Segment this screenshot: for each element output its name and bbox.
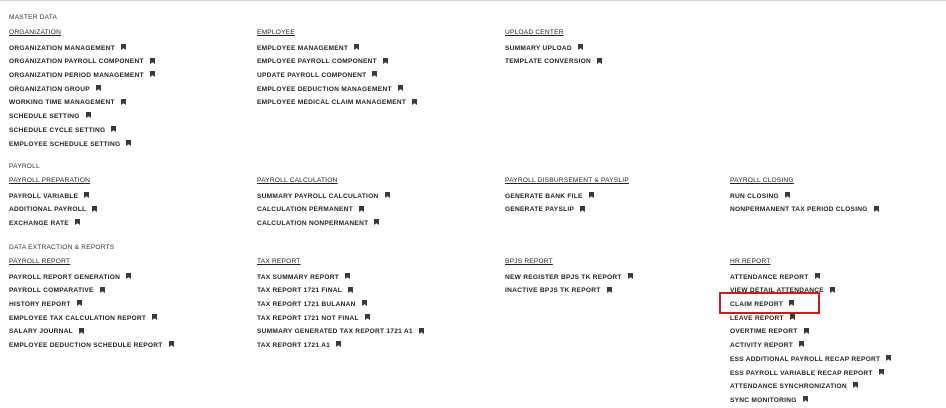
bookmark-icon[interactable]: [799, 341, 804, 347]
menu-item-generate-bank-file[interactable]: [505, 190, 725, 204]
section-title-data-extraction: DATA EXTRACTION & REPORTS: [9, 244, 115, 251]
menu-item-label: SCHEDULE SETTING: [9, 113, 80, 121]
bookmark-icon[interactable]: [419, 328, 424, 334]
bookmark-icon[interactable]: [785, 192, 790, 198]
menu-item-tax-report-1721-not-final[interactable]: [257, 312, 477, 326]
bookmark-icon[interactable]: [589, 192, 594, 198]
menu-item-label: ESS ADDITIONAL PAYROLL RECAP REPORT: [730, 355, 881, 363]
menu-item-exchange-rate[interactable]: [9, 217, 229, 231]
bookmark-icon[interactable]: [126, 140, 131, 146]
menu-item-label: ATTENDANCE SYNCHRONIZATION: [730, 383, 847, 391]
menu-item-schedule-cycle-setting[interactable]: [9, 124, 229, 138]
menu-item-label: TAX REPORT 1721 A1: [257, 342, 331, 350]
menu-item-tax-report-1721-a1[interactable]: [257, 339, 477, 353]
bookmark-icon[interactable]: [804, 328, 809, 334]
bookmark-icon[interactable]: [830, 287, 835, 293]
bookmark-icon[interactable]: [77, 300, 82, 306]
bookmark-icon[interactable]: [815, 273, 820, 279]
menu-item-payroll-variable[interactable]: [9, 190, 229, 204]
bookmark-icon[interactable]: [789, 300, 794, 306]
menu-item-label: TAX REPORT 1721 NOT FINAL: [257, 314, 359, 322]
bookmark-icon[interactable]: [84, 192, 89, 198]
menu-item-calculation-nonpermanent[interactable]: [257, 217, 477, 231]
menu-item-label: SUMMARY PAYROLL CALCULATION: [257, 192, 379, 200]
menu-item-employee-deduction-management[interactable]: [257, 83, 477, 97]
bookmark-icon[interactable]: [597, 58, 602, 64]
menu-item-employee-management[interactable]: [257, 42, 477, 56]
bookmark-icon[interactable]: [412, 99, 417, 105]
bookmark-icon[interactable]: [169, 341, 174, 347]
group-organization: [9, 28, 229, 151]
group-heading-payroll-closing[interactable]: PAYROLL CLOSING: [730, 177, 794, 184]
group-payroll-preparation: [9, 176, 229, 231]
top-divider: [0, 0, 946, 1]
bookmark-icon[interactable]: [879, 369, 884, 375]
menu-item-organization-group[interactable]: [9, 83, 229, 97]
bookmark-icon[interactable]: [121, 99, 126, 105]
menu-item-label: NONPERMANENT TAX PERIOD CLOSING: [730, 206, 868, 214]
menu-item-organization-payroll-component[interactable]: [9, 55, 229, 69]
group-heading-employee[interactable]: EMPLOYEE: [257, 29, 295, 36]
group-heading-tax-report[interactable]: TAX REPORT: [257, 258, 301, 265]
menu-item-tax-report-1721-final[interactable]: [257, 284, 477, 298]
bookmark-icon[interactable]: [152, 314, 157, 320]
group-employee: [257, 28, 477, 110]
bookmark-icon[interactable]: [96, 85, 101, 91]
menu-item-ess-payroll-variable-recap-report[interactable]: [730, 367, 946, 381]
menu-item-label: EMPLOYEE PAYROLL COMPONENT: [257, 58, 377, 66]
menu-item-label: EMPLOYEE DEDUCTION SCHEDULE REPORT: [9, 342, 163, 350]
menu-item-label: RUN CLOSING: [730, 192, 779, 200]
group-payroll-closing: [730, 176, 946, 217]
menu-item-calculation-permanent[interactable]: [257, 203, 477, 217]
bookmark-icon[interactable]: [359, 206, 364, 212]
bookmark-icon[interactable]: [803, 396, 808, 402]
menu-item-label: EMPLOYEE SCHEDULE SETTING: [9, 140, 121, 148]
menu-item-label: CALCULATION PERMANENT: [257, 206, 353, 214]
menu-item-summary-generated-tax-report-1721-a1[interactable]: [257, 325, 477, 339]
menu-item-label: ORGANIZATION PAYROLL COMPONENT: [9, 58, 144, 66]
menu-item-attendance-synchronization[interactable]: [730, 380, 946, 394]
bookmark-icon[interactable]: [354, 44, 359, 50]
group-payroll-report: [9, 257, 229, 353]
menu-item-template-conversion[interactable]: [505, 55, 725, 69]
menu-item-label: TAX SUMMARY REPORT: [257, 273, 340, 281]
bookmark-icon[interactable]: [362, 300, 367, 306]
bookmark-icon[interactable]: [92, 206, 97, 212]
menu-item-label: GENERATE PAYSLIP: [505, 206, 575, 214]
group-payroll-disbursement: [505, 176, 725, 217]
section-title-payroll: PAYROLL: [9, 163, 40, 170]
group-heading-upload-center[interactable]: UPLOAD CENTER: [505, 29, 564, 36]
menu-item-label: OVERTIME REPORT: [730, 328, 798, 336]
bookmark-icon[interactable]: [383, 58, 388, 64]
menu-item-label: EMPLOYEE MANAGEMENT: [257, 44, 349, 52]
menu-item-label: PAYROLL VARIABLE: [9, 192, 79, 200]
bookmark-icon[interactable]: [150, 58, 155, 64]
bookmark-icon[interactable]: [607, 287, 612, 293]
menu-item-employee-tax-calculation-report[interactable]: [9, 312, 229, 326]
bookmark-icon[interactable]: [580, 206, 585, 212]
menu-item-activity-report[interactable]: [730, 339, 946, 353]
group-heading-organization[interactable]: ORGANIZATION: [9, 29, 62, 36]
menu-item-tax-report-1721-bulanan[interactable]: [257, 298, 477, 312]
bookmark-icon[interactable]: [398, 85, 403, 91]
menu-item-label: GENERATE BANK FILE: [505, 192, 583, 200]
bookmark-icon[interactable]: [336, 341, 341, 347]
menu-item-working-time-management[interactable]: [9, 96, 229, 110]
menu-item-label: SALARY JOURNAL: [9, 328, 73, 336]
bookmark-icon[interactable]: [348, 287, 353, 293]
menu-item-label: ACTIVITY REPORT: [730, 342, 793, 350]
menu-item-history-report[interactable]: [9, 298, 229, 312]
menu-item-label: ADDITIONAL PAYROLL: [9, 206, 87, 214]
menu-item-label: EXCHANGE RATE: [9, 220, 69, 228]
menu-item-label: CLAIM REPORT: [730, 301, 784, 309]
menu-item-label: ATTENDANCE REPORT: [730, 273, 809, 281]
menu-item-employee-schedule-setting[interactable]: [9, 138, 229, 152]
menu-item-summary-upload[interactable]: [505, 42, 725, 56]
menu-item-organization-management[interactable]: [9, 42, 229, 56]
menu-item-label: SCHEDULE CYCLE SETTING: [9, 126, 106, 134]
menu-item-nonpermanent-tax-period-closing[interactable]: [730, 203, 946, 217]
bookmark-icon[interactable]: [111, 126, 116, 132]
menu-item-update-payroll-component[interactable]: [257, 69, 477, 83]
menu-item-additional-payroll[interactable]: [9, 203, 229, 217]
group-bpjs-report: [505, 257, 725, 298]
menu-item-tax-summary-report[interactable]: [257, 271, 477, 285]
menu-item-label: SYNC MONITORING: [730, 396, 797, 404]
menu-item-label: TAX REPORT 1721 BULANAN: [257, 301, 356, 309]
menu-item-summary-payroll-calculation[interactable]: [257, 190, 477, 204]
menu-item-attendance-report[interactable]: [730, 271, 946, 285]
menu-item-leave-report[interactable]: [730, 312, 946, 326]
menu-item-inactive-bpjs-tk-report[interactable]: [505, 284, 725, 298]
menu-item-label: EMPLOYEE MEDICAL CLAIM MANAGEMENT: [257, 99, 407, 107]
bookmark-icon[interactable]: [874, 206, 879, 212]
menu-item-label: WORKING TIME MANAGEMENT: [9, 99, 115, 107]
menu-item-run-closing[interactable]: [730, 190, 946, 204]
menu-item-claim-report[interactable]: [730, 298, 946, 312]
bookmark-icon[interactable]: [100, 287, 105, 293]
menu-item-employee-payroll-component[interactable]: [257, 55, 477, 69]
menu-item-label: EMPLOYEE DEDUCTION MANAGEMENT: [257, 85, 392, 93]
menu-item-label: ORGANIZATION PERIOD MANAGEMENT: [9, 72, 144, 80]
menu-item-label: LEAVE REPORT: [730, 314, 784, 322]
menu-item-label: CALCULATION NONPERMANENT: [257, 220, 369, 228]
bookmark-icon[interactable]: [86, 112, 91, 118]
menu-item-label: ORGANIZATION MANAGEMENT: [9, 44, 115, 52]
bookmark-icon[interactable]: [372, 71, 377, 77]
menu-item-label: INACTIVE BPJS TK REPORT: [505, 287, 601, 295]
group-heading-hr-report[interactable]: HR REPORT: [730, 258, 771, 265]
bookmark-icon[interactable]: [345, 273, 350, 279]
bookmark-icon[interactable]: [853, 382, 858, 388]
menu-item-new-register-bpjs-tk-report[interactable]: [505, 271, 725, 285]
menu-item-label: ORGANIZATION GROUP: [9, 85, 90, 93]
menu-item-label: HISTORY REPORT: [9, 301, 71, 309]
menu-item-organization-period-management[interactable]: [9, 69, 229, 83]
group-heading-bpjs-report[interactable]: BPJS REPORT: [505, 258, 553, 265]
menu-item-label: ESS PAYROLL VARIABLE RECAP REPORT: [730, 369, 873, 377]
group-heading-payroll-calculation[interactable]: PAYROLL CALCULATION: [257, 177, 338, 184]
menu-item-employee-medical-claim-management[interactable]: [257, 96, 477, 110]
menu-item-sync-monitoring[interactable]: [730, 394, 946, 408]
menu-item-view-detail-attendance[interactable]: [730, 284, 946, 298]
menu-item-label: SUMMARY GENERATED TAX REPORT 1721 A1: [257, 328, 413, 336]
group-payroll-calculation: [257, 176, 477, 231]
group-tax-report: [257, 257, 477, 353]
menu-item-label: SUMMARY UPLOAD: [505, 44, 572, 52]
menu-item-label: TEMPLATE CONVERSION: [505, 58, 591, 66]
bookmark-icon[interactable]: [365, 314, 370, 320]
group-upload-center: [505, 28, 725, 69]
bookmark-icon[interactable]: [150, 71, 155, 77]
menu-item-payroll-comparative[interactable]: [9, 284, 229, 298]
bookmark-icon[interactable]: [886, 355, 891, 361]
bookmark-icon[interactable]: [790, 314, 795, 320]
menu-item-generate-payslip[interactable]: [505, 203, 725, 217]
bookmark-icon[interactable]: [578, 44, 583, 50]
bookmark-icon[interactable]: [75, 219, 80, 225]
bookmark-icon[interactable]: [121, 44, 126, 50]
menu-item-employee-deduction-schedule-report[interactable]: [9, 339, 229, 353]
bookmark-icon[interactable]: [79, 328, 84, 334]
menu-item-schedule-setting[interactable]: [9, 110, 229, 124]
bookmark-icon[interactable]: [374, 219, 379, 225]
group-heading-payroll-report[interactable]: PAYROLL REPORT: [9, 258, 71, 265]
menu-item-label: UPDATE PAYROLL COMPONENT: [257, 72, 367, 80]
menu-item-label: EMPLOYEE TAX CALCULATION REPORT: [9, 314, 147, 322]
section-title-master-data: MASTER DATA: [9, 14, 58, 21]
bookmark-icon[interactable]: [385, 192, 390, 198]
menu-item-label: PAYROLL REPORT GENERATION: [9, 273, 121, 281]
menu-item-payroll-report-generation[interactable]: [9, 271, 229, 285]
group-heading-payroll-disbursement-and-payslip[interactable]: PAYROLL DISBURSEMENT & PAYSLIP: [505, 177, 629, 184]
menu-item-overtime-report[interactable]: [730, 325, 946, 339]
menu-item-label: PAYROLL COMPARATIVE: [9, 287, 94, 295]
group-heading-payroll-preparation[interactable]: PAYROLL PREPARATION: [9, 177, 91, 184]
bookmark-icon[interactable]: [628, 273, 633, 279]
menu-item-label: NEW REGISTER BPJS TK REPORT: [505, 273, 622, 281]
bookmark-icon[interactable]: [126, 273, 131, 279]
group-hr-report: [730, 257, 946, 408]
menu-item-label: VIEW DETAIL ATTENDANCE: [730, 287, 824, 295]
menu-item-label: TAX REPORT 1721 FINAL: [257, 287, 342, 295]
menu-item-salary-journal[interactable]: [9, 325, 229, 339]
menu-item-ess-additional-payroll-recap-report[interactable]: [730, 353, 946, 367]
